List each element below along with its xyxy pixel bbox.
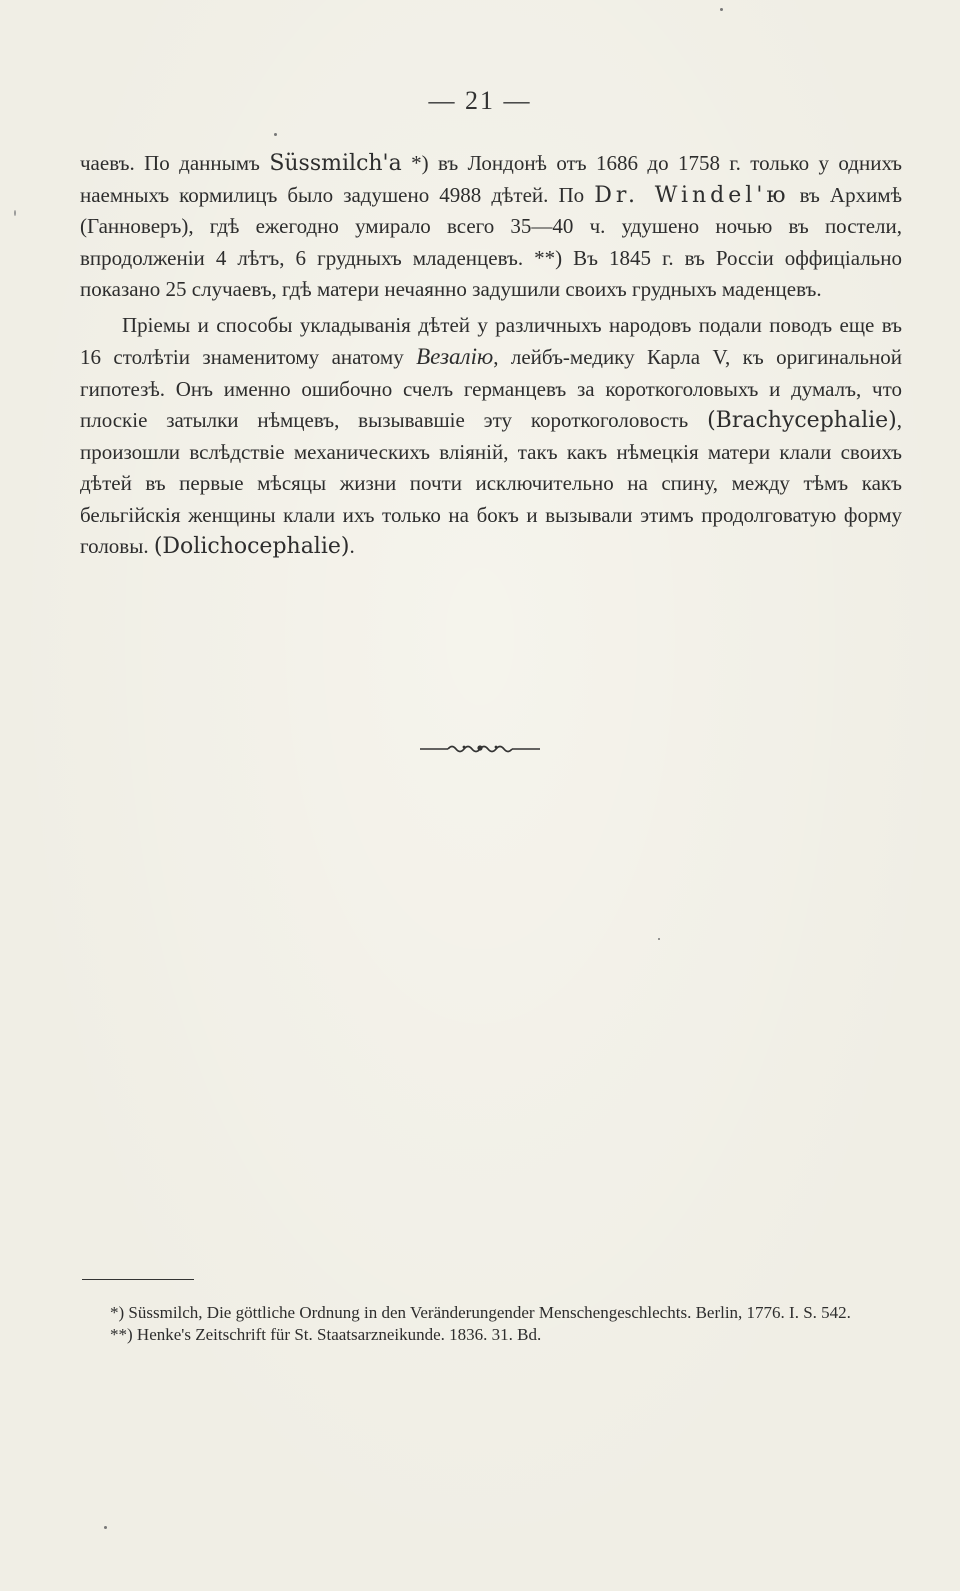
paper-speck (720, 8, 723, 11)
term-dolichocephalie: (Dolichocephalie) (153, 534, 350, 559)
paragraph-2-text-c: , произошли вслѣдствіе механическихъ вліяній, такъ какъ нѣмецкія матери клали своихъ дѣтей въ первые мѣсяцы жизни почти исключительно на спину, между тѣмъ какъ бельгійскія женщины клали ихъ только на бокъ и вызывали этимъ продолговатую форму головы. (80, 408, 902, 558)
author-name-windel: Dr. Windel'ю (594, 182, 790, 208)
author-name-vesalius: Везалію (416, 344, 494, 369)
footnotes (82, 1302, 904, 1346)
paragraph-1-text-a: чаевъ. По даннымъ (80, 151, 270, 175)
ornament-icon (418, 743, 542, 755)
ornament-divider (0, 742, 960, 760)
paper-speck (14, 210, 16, 216)
paragraph-2 (80, 310, 902, 563)
footnote-2: **) Henke's Zeitschrift für St. Staatsarzneikunde. 1836. 31. Bd. (110, 1325, 542, 1344)
paper-speck (274, 133, 277, 136)
paragraph-2-text-b: , лейбъ-медику Карла V, къ оригинальной гипотезѣ. Онъ именно ошибочно счелъ германцевъ за короткоголовыхъ и думалъ, что плоскіе затылки нѣмцевъ, вызывавшіе эту короткоголовость (80, 345, 902, 432)
paper-speck (104, 1526, 107, 1529)
body-text (80, 148, 902, 563)
term-brachycephalie: (Brachycephalie) (707, 408, 897, 433)
page-number: — 21 — (428, 86, 532, 115)
paragraph-1-text-c: въ Архимѣ (Ганноверъ), гдѣ ежегодно умирало всего 35—40 ч. удушено ночью въ постели, впродолженіи 4 лѣтъ, 6 грудныхъ младенцевъ. **) Въ 1845 г. въ Россіи оффиціально показано 25 случаевъ, гдѣ матери нечаянно задушили своихъ грудныхъ маденцевъ. (80, 182, 902, 301)
paragraph-1 (80, 148, 902, 306)
paper-speck (658, 938, 660, 940)
footnote-separator (82, 1279, 194, 1280)
paragraph-1-text-b: *) въ Лондонѣ отъ 1686 до 1758 г. только у однихъ наемныхъ кормилицъ было задушено 4988 дѣтей. По (80, 151, 903, 207)
footnote-1: *) Süssmilch, Die göttliche Ordnung in den Veränderungender Menschengeschlechts. Berlin, 1776. I. S. 542. (110, 1303, 851, 1322)
paragraph-2-text-a: Пріемы и способы укладыванія дѣтей у различныхъ народовъ подали поводъ еще въ 16 столѣтіи знаменитому анатому (80, 312, 902, 369)
author-name-sussmilch: Süssmilch'a (269, 151, 402, 176)
paragraph-2-text-d: . (349, 534, 355, 558)
